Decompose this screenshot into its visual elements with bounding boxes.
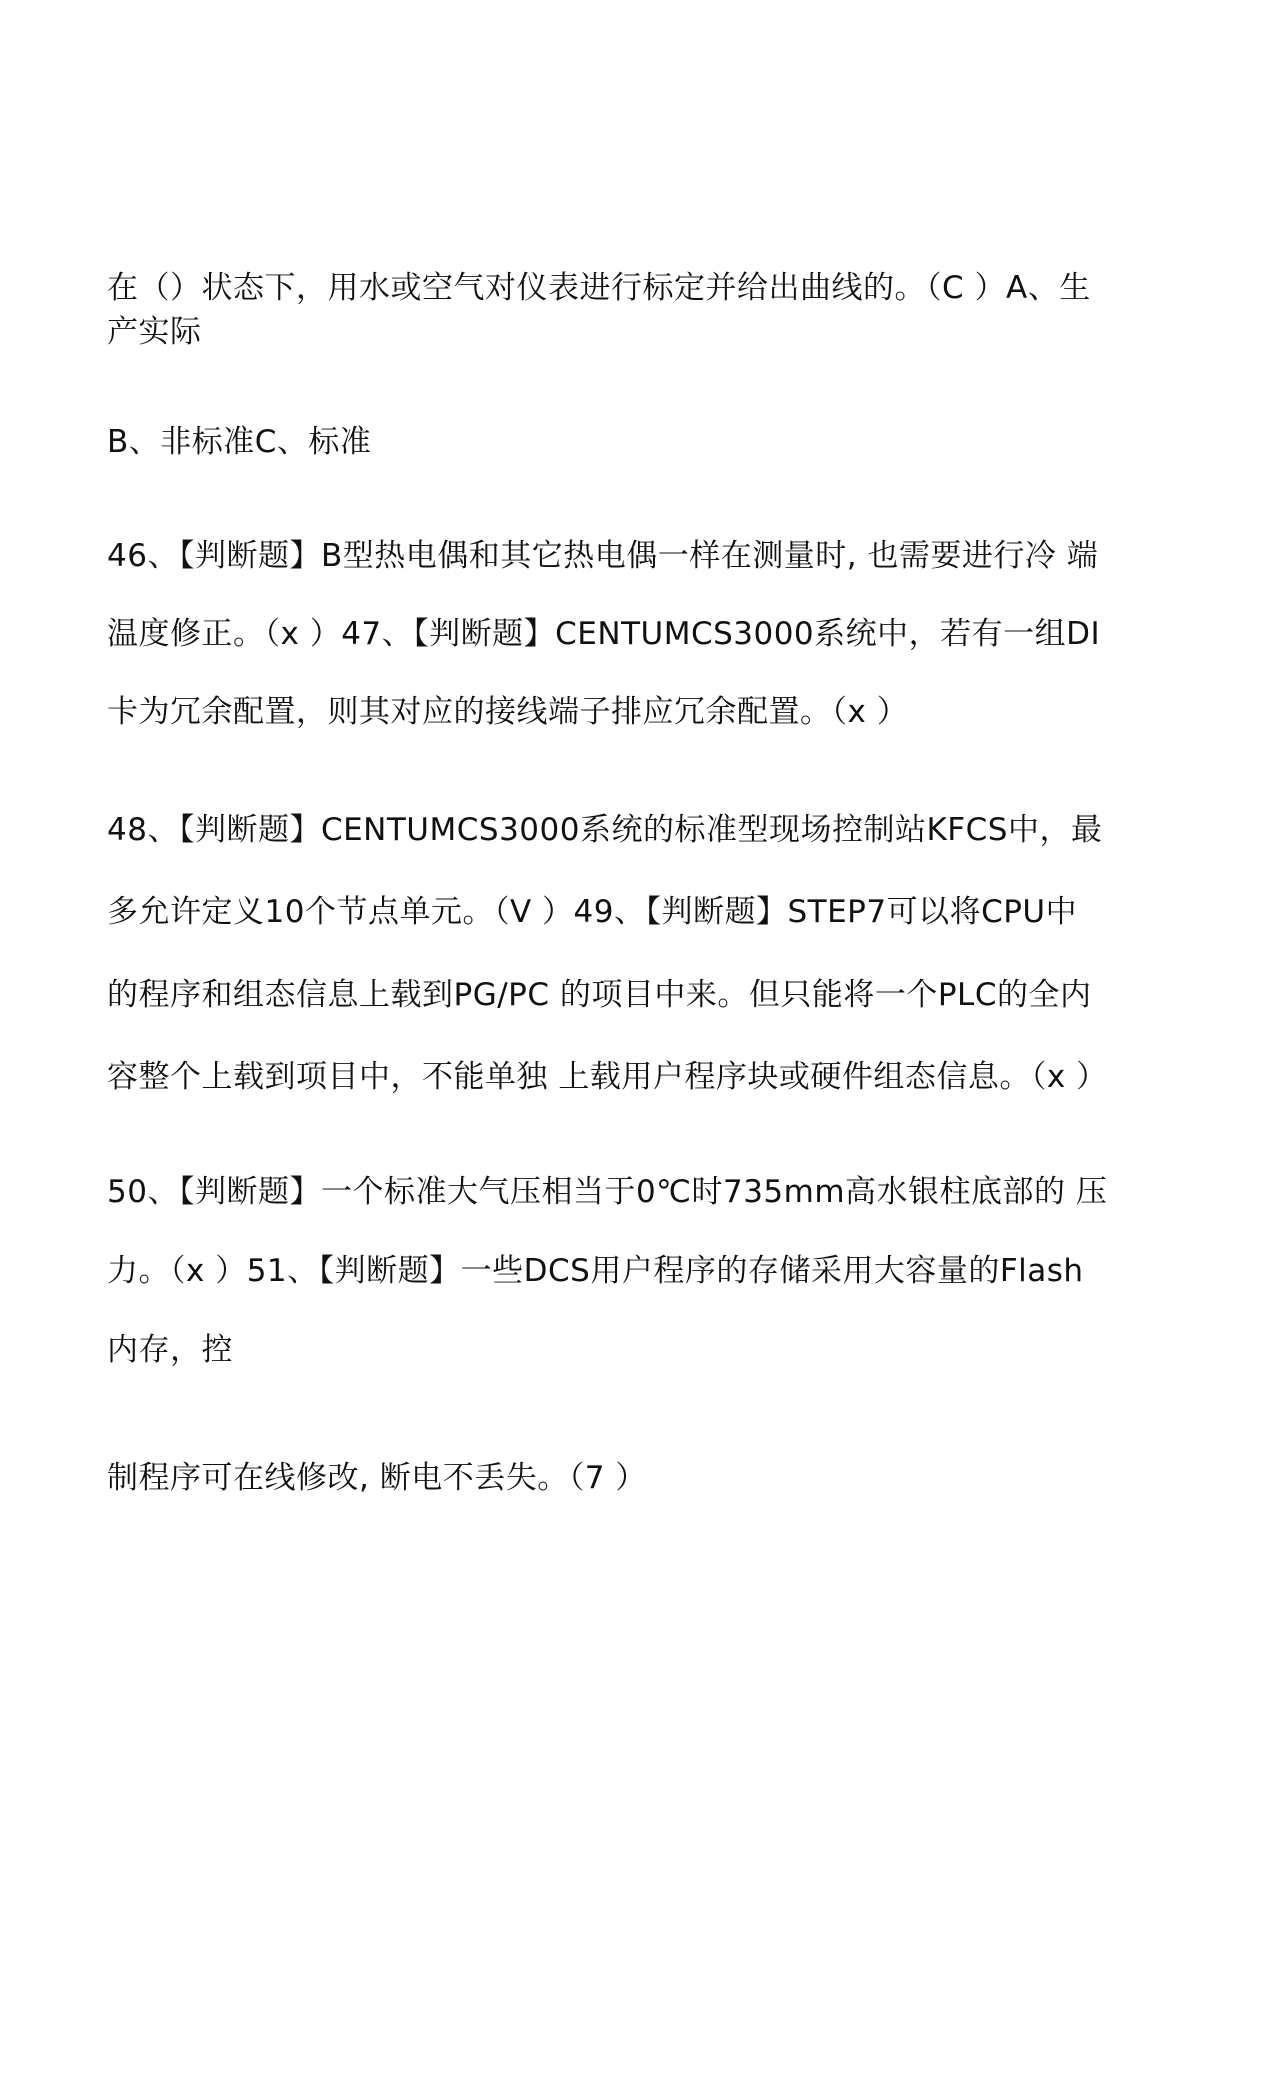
question-48-line-1: 48、【判断题】CENTUMCS3000系统的标准型现场控制站KFCS中，最 (107, 812, 1103, 848)
question-47-line-1: 温度修正。（x ）47、【判断题】CENTUMCS3000系统中，若有一组DI (107, 616, 1101, 652)
question-49-line-3: 容整个上载到项目中，不能单独 上载用户程序块或硬件组态信息。（x ） (107, 1059, 1108, 1095)
question-50-line-1: 50、【判断题】一个标准大气压相当于0℃时735mm高水银柱底部的 压 (107, 1174, 1108, 1210)
question-49-line-1: 多允许定义10个节点单元。（V ）49、【判断题】STEP7可以将CPU中 (107, 894, 1078, 930)
question-45-options: B、非标准C、标准 (107, 424, 372, 460)
question-47-line-2: 卡为冗余配置，则其对应的接线端子排应冗余配置。（x ） (107, 694, 909, 730)
question-51-line-2: 内存，控 (107, 1332, 233, 1368)
question-51-line-1: 力。（x ）51、【判断题】一些DCS用户程序的存储采用大容量的Flash (107, 1253, 1084, 1289)
question-49-line-2: 的程序和组态信息上载到PG/PC 的项目中来。但只能将一个PLC的全内 (107, 977, 1092, 1013)
question-45-line-1: 在（）状态下，用水或空气对仪表进行标定并给出曲线的。（C ）A、生 (107, 270, 1091, 306)
question-46-line-1: 46、【判断题】B型热电偶和其它热电偶一样在测量时, 也需要进行冷 端 (107, 538, 1099, 574)
question-45-line-2: 产实际 (107, 314, 202, 350)
question-51-line-3: 制程序可在线修改, 断电不丢失。（7 ） (107, 1460, 647, 1496)
